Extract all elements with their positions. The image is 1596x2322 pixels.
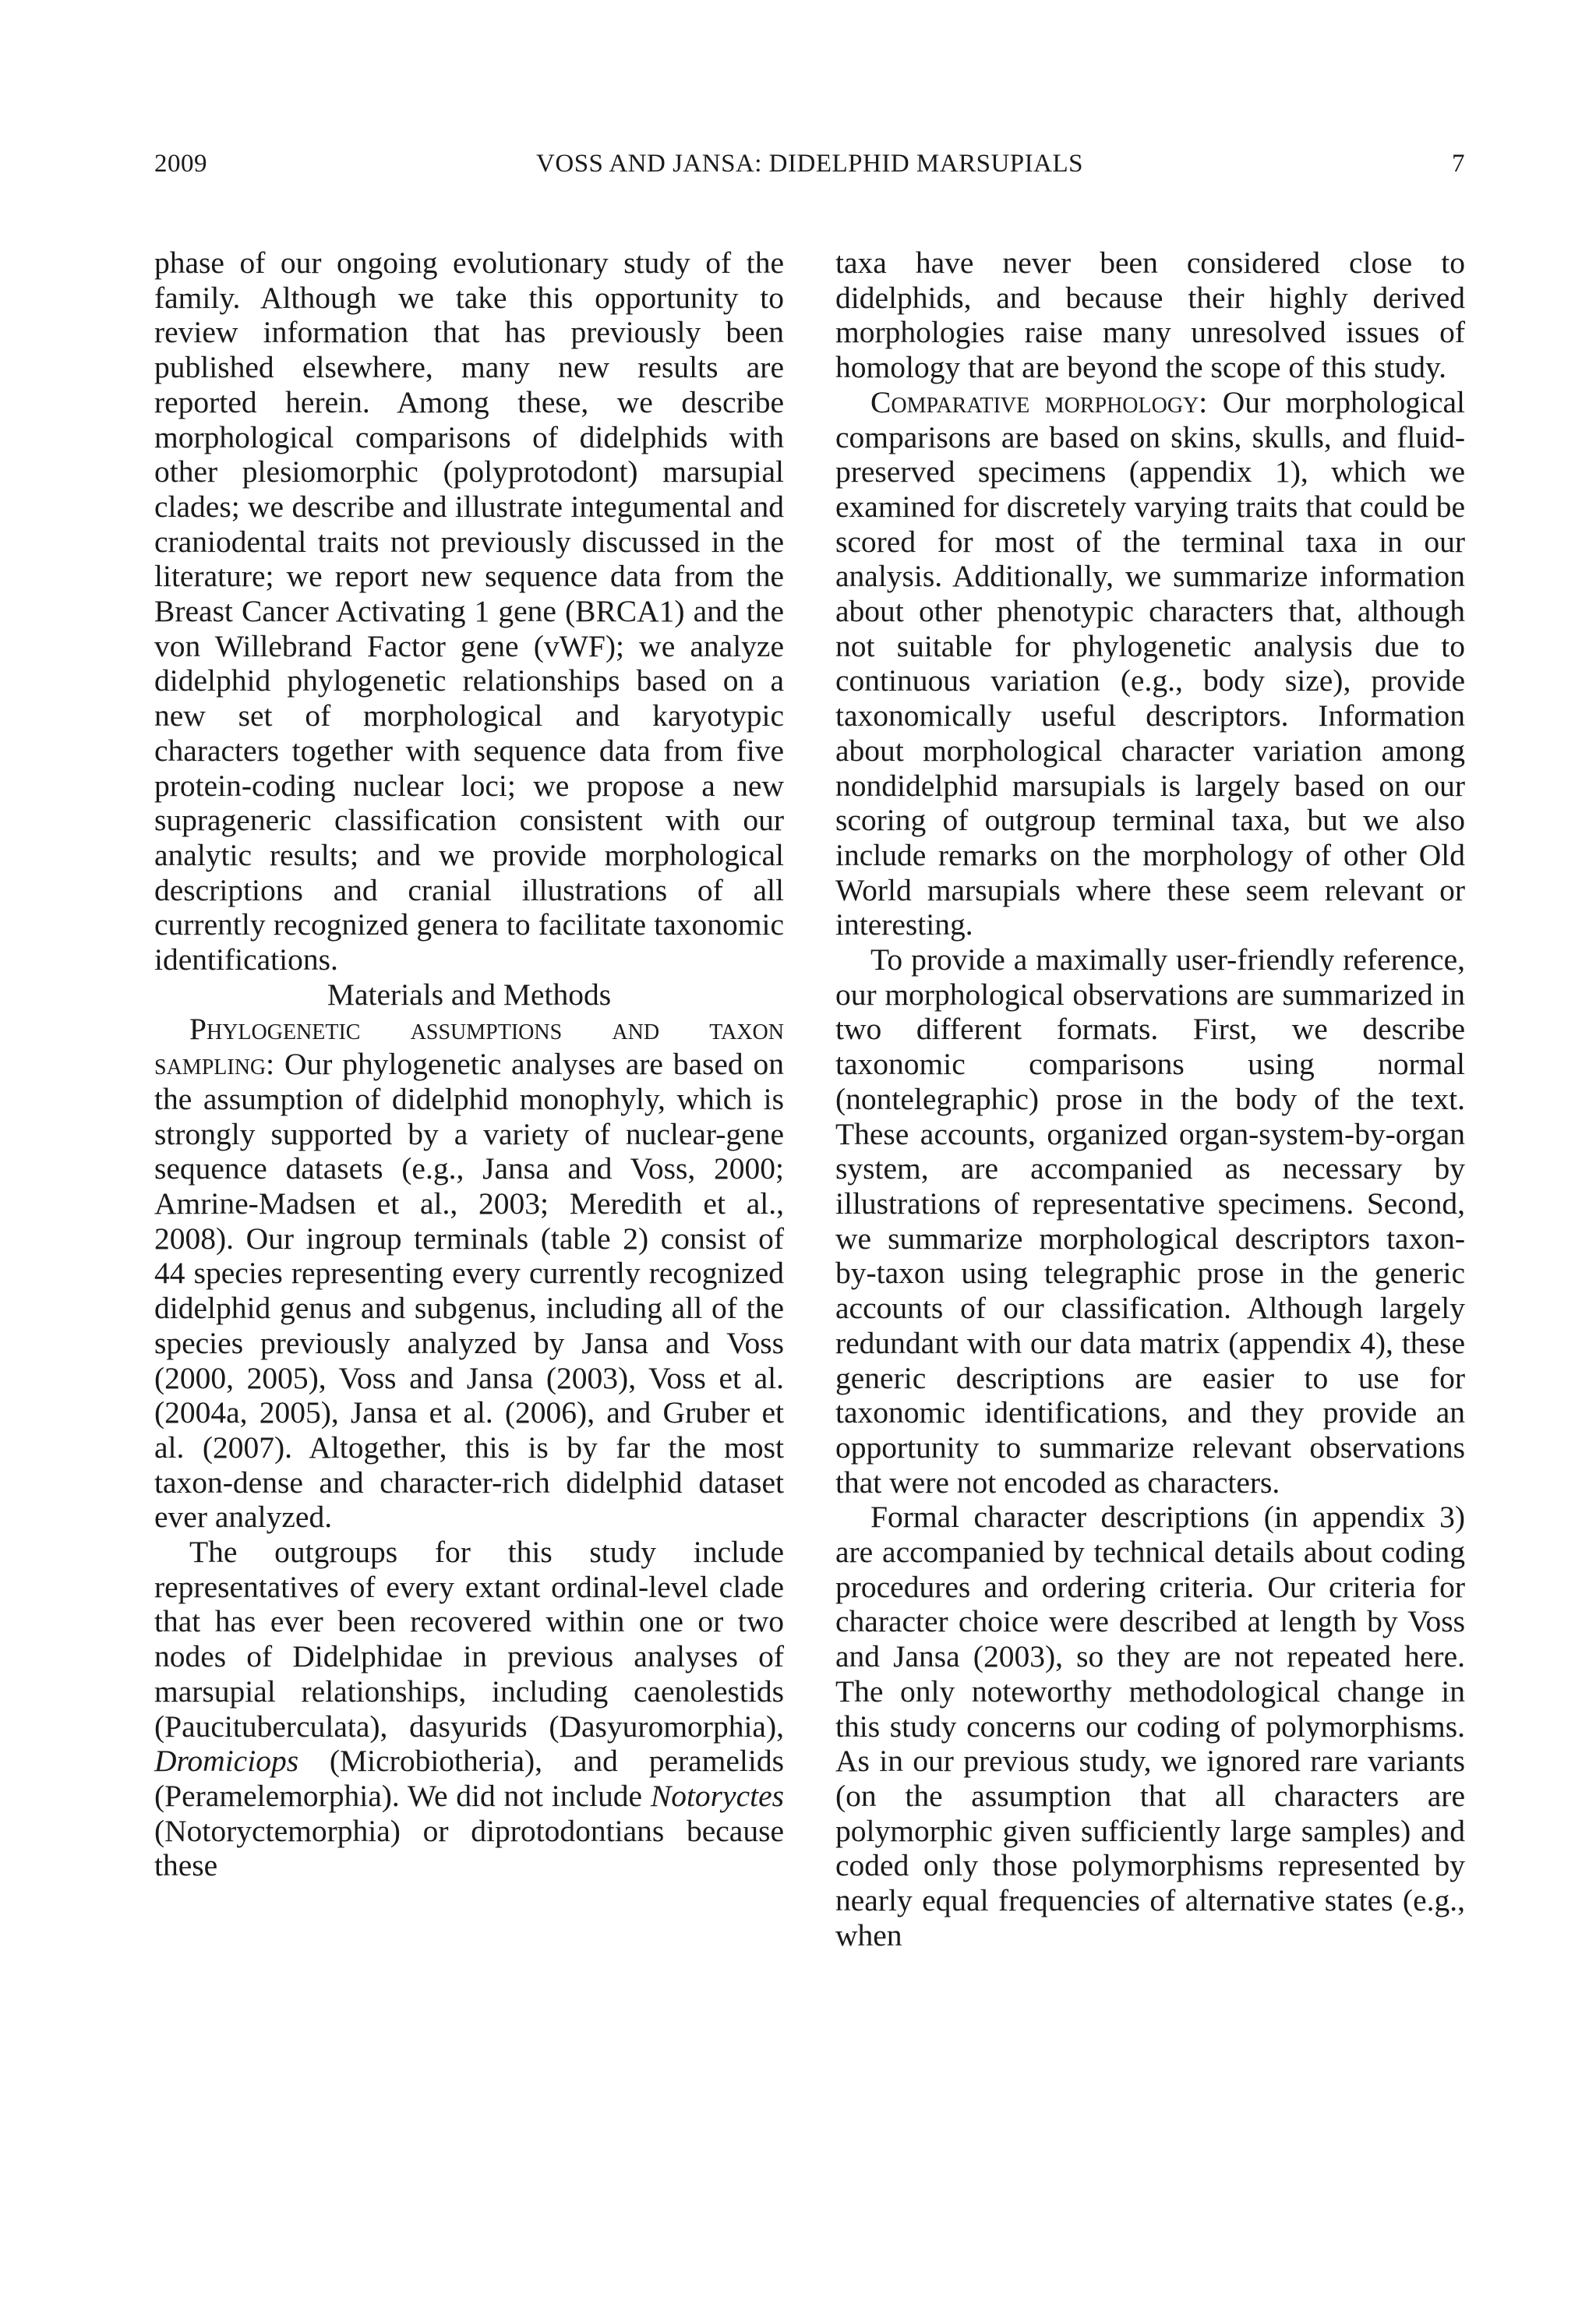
phylogenetic-assumptions-paragraph [154, 1012, 784, 1535]
section-heading: Materials and Methods [327, 977, 612, 1012]
right-column [835, 246, 1465, 1953]
genus-name-italic: Dromiciops [154, 1744, 299, 1779]
paragraph-text: (Notoryctemorphia) or diprotodontians because these [154, 1813, 784, 1883]
comparative-morphology-paragraph [835, 385, 1465, 942]
paragraph-text: : Our morphological comparisons are based on skins, skulls, and fluid-preserved specimens (appendix 1), which we examined for discretely varying traits that could be scored for most of the terminal taxa in our analysis. Additionally, we summarize information about other phenotypic characters that, although not suitable for phylogenetic analysis due to continuous variation (e.g., body size), provide taxonomically useful descriptors. Information about morphological character variation among nondidelphid marsupials is largely based on our scoring of outgroup terminal taxa, but we also include remarks on the morphology of other Old World marsupials where these seem relevant or interesting. [835, 384, 1465, 942]
run-in-heading: Comparative morphology [870, 384, 1199, 419]
character-descriptions-paragraph: Formal character descriptions (in appendix 3) are accompanied by technical details about coding procedures and ordering criteria. Our criteria for character choice were described at length by Voss and Jansa (2003), so they are not repeated here. The only noteworthy methodological change in this study concerns our coding of polymorphisms. As in our previous study, we ignored rare variants (on the assumption that all characters are polymorphic given sufficiently large samples) and coded only those polymorphisms represented by nearly equal frequencies of alternative states (e.g., when [835, 1500, 1465, 1953]
outgroups-paragraph-continued: taxa have never been considered close to didelphids, and because their highly derived morphologies raise many unresolved issues of homology that are beyond the scope of this study. [835, 246, 1465, 385]
intro-paragraph-continued: phase of our ongoing evolutionary study of the family. Although we take this opportunity to review information that has previously been published elsewhere, many new results are reported herein. Among these, we describe morphological comparisons of didelphids with other plesiomorphic (polyprotodont) marsupial clades; we describe and illustrate integumental and craniodental traits not previously discussed in the literature; we report new sequence data from the Breast Cancer Activating 1 gene (BRCA1) and the von Willebrand Factor gene (vWF); we analyze didelphid phylogenetic relationships based on a new set of morphological and karyotypic characters together with sequence data from five protein-coding nuclear loci; we propose a new suprageneric classification consistent with our analytic results; and we provide morphological descriptions and cranial illustrations of all currently recognized genera to facilitate taxonomic identifications. [154, 246, 784, 977]
header-year: 2009 [154, 150, 207, 178]
page-number: 7 [1452, 150, 1465, 178]
header-title: VOSS AND JANSA: DIDELPHID MARSUPIALS [536, 150, 1083, 178]
left-column [154, 246, 784, 1883]
outgroups-paragraph [154, 1535, 784, 1883]
run-in-heading: Phylogenetic assumptions and taxon sampling [154, 1012, 784, 1082]
genus-name-italic: Notoryctes [650, 1778, 784, 1813]
formats-paragraph: To provide a maximally user-friendly reference, our morphological observations are summarized in two different formats. First, we describe taxonomic comparisons using normal (nontelegraphic) prose in the body of the text. These accounts, organized organ-system-by-organ system, are accompanied as necessary by illustrations of representative specimens. Second, we summarize morphological descriptors taxon-by-taxon using telegraphic prose in the generic accounts of our classification. Although largely redundant with our data matrix (appendix 4), these generic descriptions are easier to use for taxonomic identifications, and they provide an opportunity to summarize relevant observations that were not encoded as characters. [835, 942, 1465, 1500]
paragraph-text: (Microbiotheria), and peramelids (Peramelemorphia). We did not include [154, 1744, 784, 1813]
paragraph-text: : Our phylogenetic analyses are based on the assumption of didelphid monophyly, which is strongly supported by a variety of nuclear-gene sequence datasets (e.g., Jansa and Voss, 2000; Amrine-Madsen et al., 2003; Meredith et al., 2008). Our ingroup terminals (table 2) consist of 44 species representing every currently recognized didelphid genus and subgenus, including all of the species previously analyzed by Jansa and Voss (2000, 2005), Voss and Jansa (2003), Voss et al. (2004a, 2005), Jansa et al. (2006), and Gruber et al. (2007). Altogether, this is by far the most taxon-dense and character-rich didelphid dataset ever analyzed. [154, 1047, 784, 1535]
running-header [154, 145, 1465, 182]
paragraph-text: The outgroups for this study include representatives of every extant ordinal-level clade that has ever been recovered within one or two nodes of Didelphidae in previous analyses of marsupial relationships, including caenolestids (Paucituberculata), dasyurids (Dasyuromorphia), [154, 1535, 784, 1744]
